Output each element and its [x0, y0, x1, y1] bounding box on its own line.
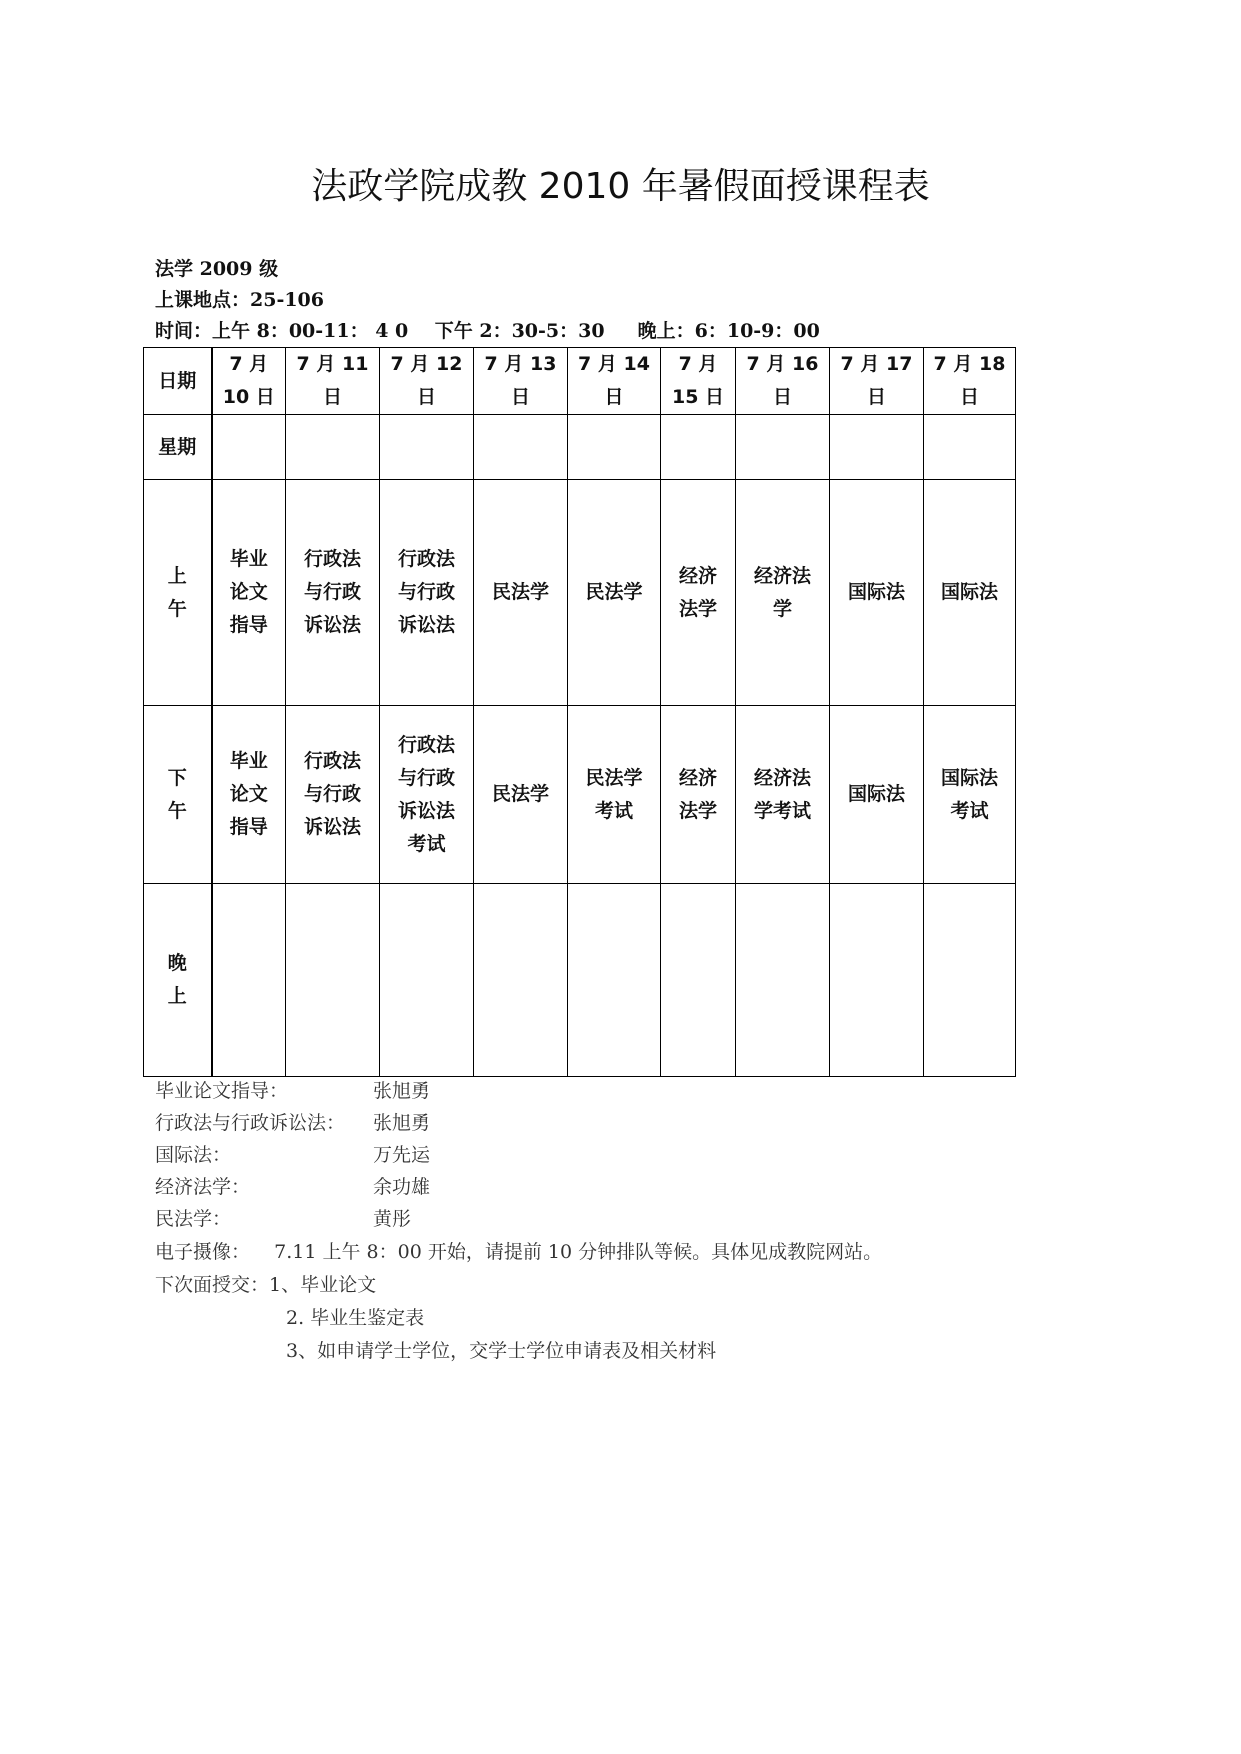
course-cell [380, 884, 474, 1077]
course-cell [830, 884, 924, 1077]
course-cell: 行政法 与行政 诉讼法 [286, 706, 380, 884]
course-cell [568, 884, 661, 1077]
teacher-course: 经济法学： [155, 1176, 251, 1198]
course-cell [286, 884, 380, 1077]
course-cell: 毕业 论文 指导 [212, 706, 286, 884]
morning-label: 上 午 [144, 480, 212, 706]
weekday-cell [736, 415, 830, 480]
date-cell: 7 月 18 日 [924, 348, 1016, 415]
teacher-course: 民法学： [155, 1208, 232, 1230]
course-cell: 经济法 学 [736, 480, 830, 706]
course-cell [474, 884, 568, 1077]
morning-row [144, 480, 1016, 706]
page-title: 法政学院成教 2010 年暑假面授课程表 [311, 166, 930, 207]
course-cell: 毕业 论文 指导 [212, 480, 286, 706]
teacher-course: 国际法： [155, 1144, 232, 1166]
teacher-name: 万先运 [373, 1144, 431, 1166]
course-cell: 经济 法学 [661, 706, 736, 884]
date-header: 日期 [144, 348, 212, 415]
course-cell [736, 884, 830, 1077]
date-cell: 7 月 16 日 [736, 348, 830, 415]
schedule-table [143, 347, 1016, 1077]
weekday-cell [380, 415, 474, 480]
weekday-cell [474, 415, 568, 480]
photo-note: 电子摄像： 7.11 上午 8：00 开始，请提前 10 分钟排队等候。具体见成教院网站。 [155, 1241, 883, 1263]
weekday-row [144, 415, 1016, 480]
teacher-name: 黄彤 [373, 1208, 412, 1230]
course-cell: 经济 法学 [661, 480, 736, 706]
course-cell: 国际法 [830, 706, 924, 884]
date-cell: 7 月 12 日 [380, 348, 474, 415]
course-cell: 行政法 与行政 诉讼法 [380, 480, 474, 706]
weekday-cell [830, 415, 924, 480]
course-cell: 民法学 [568, 480, 661, 706]
weekday-header: 星期 [144, 415, 212, 480]
course-cell: 行政法 与行政 诉讼法 考试 [380, 706, 474, 884]
course-cell: 经济法 学考试 [736, 706, 830, 884]
weekday-cell [924, 415, 1016, 480]
submit-note: 下次面授交：1、毕业论文 [155, 1274, 377, 1296]
afternoon-label: 下 午 [144, 706, 212, 884]
class-time: 时间：上午 8：00-11： 4 0 下午 2：30-5：30 晚上：6：10-9：00 [155, 320, 820, 342]
date-cell: 7 月 15 日 [661, 348, 736, 415]
course-cell: 民法学 考试 [568, 706, 661, 884]
teacher-course: 毕业论文指导： [155, 1080, 289, 1102]
course-cell: 国际法 考试 [924, 706, 1016, 884]
course-cell: 民法学 [474, 480, 568, 706]
course-cell: 民法学 [474, 706, 568, 884]
submit-item: 3、如申请学士学位，交学士学位申请表及相关材料 [286, 1340, 717, 1362]
weekday-cell [661, 415, 736, 480]
date-cell: 7 月 13 日 [474, 348, 568, 415]
class-grade: 法学 2009 级 [155, 258, 279, 280]
teacher-name: 余功雄 [373, 1176, 431, 1198]
weekday-cell [568, 415, 661, 480]
class-location: 上课地点：25-106 [155, 289, 324, 311]
evening-label: 晚 上 [144, 884, 212, 1077]
course-cell: 国际法 [830, 480, 924, 706]
submit-item: 2. 毕业生鉴定表 [286, 1307, 425, 1329]
evening-row [144, 884, 1016, 1077]
teacher-name: 张旭勇 [373, 1080, 431, 1102]
date-cell: 7 月 10 日 [212, 348, 286, 415]
date-cell: 7 月 14 日 [568, 348, 661, 415]
date-row [144, 348, 1016, 415]
date-cell: 7 月 17 日 [830, 348, 924, 415]
weekday-cell [286, 415, 380, 480]
teacher-name: 张旭勇 [373, 1112, 431, 1134]
course-cell [661, 884, 736, 1077]
teacher-course: 行政法与行政诉讼法： [155, 1112, 346, 1134]
course-cell: 行政法 与行政 诉讼法 [286, 480, 380, 706]
weekday-cell [212, 415, 286, 480]
date-cell: 7 月 11 日 [286, 348, 380, 415]
afternoon-row [144, 706, 1016, 884]
course-cell [924, 884, 1016, 1077]
course-cell: 国际法 [924, 480, 1016, 706]
course-cell [212, 884, 286, 1077]
